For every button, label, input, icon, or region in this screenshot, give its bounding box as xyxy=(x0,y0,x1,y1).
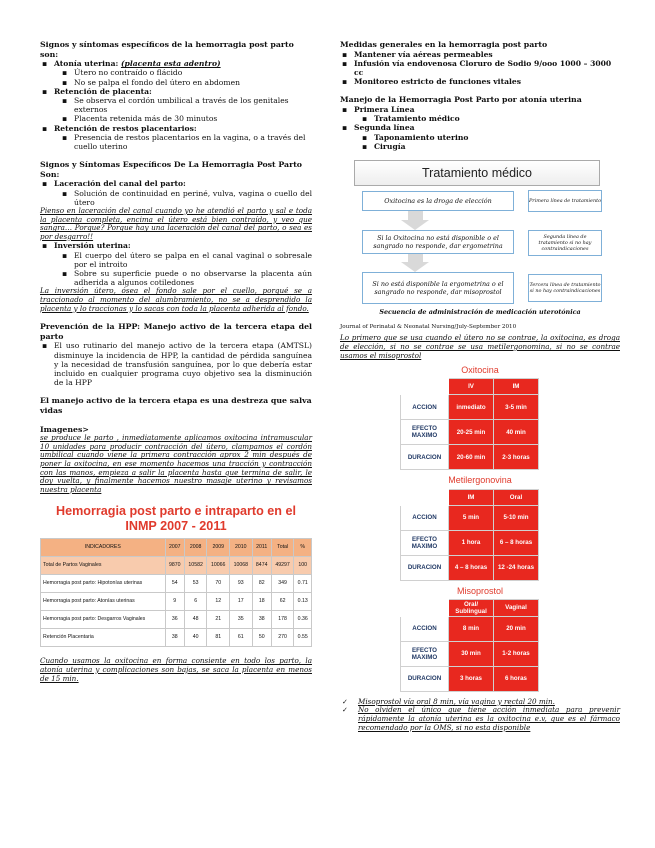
table-row xyxy=(401,395,539,420)
bullet-inversion: ▪ Inversión uterina: xyxy=(40,241,312,250)
table-cell: 9 xyxy=(165,593,184,611)
table-cell: Hemorragia post parto: Atonías uterinas xyxy=(41,593,166,611)
column-header: Total xyxy=(271,539,294,557)
drug-tables xyxy=(340,366,620,692)
column-header: IM xyxy=(449,489,494,505)
step-oxitocina: Oxitocina es la droga de elección xyxy=(362,191,514,211)
column-header: 2008 xyxy=(184,539,207,557)
table-cell: 6 xyxy=(184,593,207,611)
step-label-third: Tercera línea de tratamiento si no hay contraindicaciones xyxy=(528,274,602,302)
table-cell: Retención Placentaria xyxy=(41,629,166,647)
table-cell: 10066 xyxy=(207,557,230,575)
table-row xyxy=(41,593,312,611)
bullet-retencion-restos: ▪ Retención de restos placentarios: xyxy=(40,124,312,133)
bullet-second-line: ▪ Segunda línea xyxy=(340,123,620,132)
arrow-down-icon xyxy=(401,252,429,272)
table-header-row xyxy=(41,539,312,557)
diagram-title: Tratamiento médico xyxy=(354,160,600,186)
table-row xyxy=(401,616,539,641)
table-cell: 0.36 xyxy=(294,611,312,629)
bullet-measure: ▪ Monitoreo estricto de funciones vitales xyxy=(340,77,620,86)
table-cell: 178 xyxy=(271,611,294,629)
bullet-laceracion: ▪ Laceración del canal del parto: xyxy=(40,179,312,188)
table-cell: 100 xyxy=(294,557,312,575)
check-item: ✓ Misoprostol vía oral 8 min, vía vagina y rectal 20 min. xyxy=(340,698,620,707)
table-cell: 20 min xyxy=(494,616,539,641)
table-cell: 349 xyxy=(271,575,294,593)
column-header: 2009 xyxy=(207,539,230,557)
step-ergometrina: Si la Oxitocina no está disponible o el sangrado no responde, dar ergometrina xyxy=(362,230,514,254)
blank-cell xyxy=(401,599,449,616)
table-row xyxy=(401,555,539,580)
bullet-amtsl: ▪ El uso rutinario del manejo activo de la tercera etapa (AMTSL) disminuye la incidencia de HPP, la cantidad de pérdida sanguínea y la necesidad de transfusión sanguínea, por lo que debería estar incluido en cualquier programa cuyo objetivo sea la disminución de la HPP xyxy=(40,341,312,387)
table-cell: 12 -24 horas xyxy=(494,555,539,580)
table-cell: 2-3 horas xyxy=(494,445,539,470)
table-cell: 35 xyxy=(230,611,253,629)
signs-section-1 xyxy=(40,40,312,151)
general-measures-section xyxy=(340,40,620,86)
table-cell: Hemorragia post parto: Hipotonías uterinas xyxy=(41,575,166,593)
row-label: ACCION xyxy=(401,395,449,420)
check-list xyxy=(340,698,620,732)
table-cell: 5 min xyxy=(449,505,494,530)
bullet-atonia: ▪ Atonía uterina: (placenta esta adentro) xyxy=(40,59,312,68)
table-cell: 1 hora xyxy=(449,530,494,555)
section-heading: Medidas generales en la hemorragia post parto xyxy=(340,40,548,49)
table-cell: 270 xyxy=(271,629,294,647)
sub-bullet: ▪ Solución de continuidad en periné, vulva, vagina o cuello del útero xyxy=(40,189,312,207)
row-label: DURACION xyxy=(401,555,449,580)
table-cell: 93 xyxy=(230,575,253,593)
oxitocina-table xyxy=(400,378,539,470)
table-header-row xyxy=(401,599,539,616)
step-misoprostol: Si no está disponible la ergometrina o el sangrado no responde, dar misoprostol xyxy=(362,272,514,304)
table-cell: 20-25 min xyxy=(449,420,494,445)
table-cell: 54 xyxy=(165,575,184,593)
bullet-first-line: ▪ Primera Línea xyxy=(340,105,620,114)
table-cell: 20-60 min xyxy=(449,445,494,470)
table-row xyxy=(401,530,539,555)
bullet-measure: ▪ Mantener vía aéreas permeables xyxy=(340,50,620,59)
signs-section-2 xyxy=(40,160,312,313)
table-cell: 49297 xyxy=(271,557,294,575)
table-cell: 8 min xyxy=(449,616,494,641)
metilergonovina-title: Metilergonovina xyxy=(448,475,512,486)
table-row xyxy=(41,575,312,593)
table-cell: 18 xyxy=(252,593,271,611)
column-header: IM xyxy=(494,379,539,395)
table-cell: 8474 xyxy=(252,557,271,575)
table-row xyxy=(401,641,539,666)
table-cell: 82 xyxy=(252,575,271,593)
annotation-note: La inversión útero, ósea el fondo sale por el cuello, porqué se a traccionado al momento del alumbramiento, no se a desprendido la placenta y lo traccionas y lo sacas con toda la placenta adherida al fondo. xyxy=(40,286,312,313)
table-cell: inmediato xyxy=(449,395,494,420)
table-cell: 4 – 8 horas xyxy=(449,555,494,580)
annotation-note: Pienso en laceración del canal cuando yo he atendió el parto y sal e toda la placenta completa, encima el útero está bien contraído, y veo que sangra… Porque? Porque hay una laceración del canal del parto, o sea es por desgarro!! xyxy=(40,206,312,241)
column-header: Oral xyxy=(494,489,539,505)
column-header: Vaginal xyxy=(494,599,539,616)
table-cell: 40 min xyxy=(494,420,539,445)
bullet-measure: ▪ Infusión vía endovenosa Cloruro de Sodio 9/ooo 1000 – 3000 cc xyxy=(340,59,620,77)
table-cell: 53 xyxy=(184,575,207,593)
step-label-second: Segunda línea de tratamiento si no hay contraindicaciones xyxy=(528,230,602,256)
column-header: Oral/ Sublingual xyxy=(449,599,494,616)
table-cell: 9870 xyxy=(165,557,184,575)
table-cell: 40 xyxy=(184,629,207,647)
table-cell: 6 – 8 horas xyxy=(494,530,539,555)
table-cell: 0.55 xyxy=(294,629,312,647)
table-cell: 0.13 xyxy=(294,593,312,611)
table-cell: 10068 xyxy=(230,557,253,575)
table-cell: 30 min xyxy=(449,641,494,666)
column-header: 2007 xyxy=(165,539,184,557)
oxitocina-title: Oxitocina xyxy=(461,365,499,376)
table-cell: 81 xyxy=(207,629,230,647)
table-cell: 3-5 min xyxy=(494,395,539,420)
diagram-caption: Secuencia de administración de medicación uterotónica xyxy=(379,308,581,317)
journal-citation: Journal of Perinatal & Neonatal Nursing/July-September 2010 xyxy=(340,324,517,331)
blank-cell xyxy=(401,379,449,395)
sub-bullet: ▪ Placenta retenida más de 30 minutos xyxy=(40,114,312,123)
table-cell: 38 xyxy=(165,629,184,647)
misoprostol-table xyxy=(400,599,539,692)
table-cell: 12 xyxy=(207,593,230,611)
check-item: ✓ No olviden el único que tiene acción inmediata para prevenir rápidamente la atonía uterina es la oxitocina e.v, que es el fármaco recomendado por la OMS, si no esta disponible xyxy=(340,706,620,732)
sub-bullet: ▪ Presencia de restos placentarios en la vagina, o a través del cuello uterino xyxy=(40,133,312,151)
treatment-diagram xyxy=(348,160,608,306)
sub-bullet: ▪ Se observa el cordón umbilical a través de los genitales externos xyxy=(40,96,312,114)
destreza-section xyxy=(40,396,312,415)
section-heading: Prevención de la HPP: Manejo activo de la tercera etapa del parto xyxy=(40,322,312,341)
inmp-table-title: Hemorragia post parto e intraparto en el INMP 2007 - 2011 xyxy=(55,504,297,534)
images-section xyxy=(40,425,312,495)
sub-bullet: ▪ El cuerpo del útero se palpa en el canal vaginal o sobresale por el introito xyxy=(40,251,312,269)
table-row xyxy=(41,557,312,575)
row-label: ACCION xyxy=(401,505,449,530)
table-cell: 6 horas xyxy=(494,666,539,691)
sub-bullet: ▪ Sobre su superficie puede o no observarse la placenta aún adherida a algunos cotiledones xyxy=(40,269,312,287)
table-row xyxy=(401,666,539,691)
table-row xyxy=(41,629,312,647)
sub-bullet: ▪ Taponamiento uterino xyxy=(340,133,620,142)
sub-bullet: ▪ Tratamiento médico xyxy=(340,114,620,123)
table-cell: 10582 xyxy=(184,557,207,575)
table-cell: 50 xyxy=(252,629,271,647)
table-cell: 70 xyxy=(207,575,230,593)
left-column xyxy=(40,40,312,683)
column-header: % xyxy=(294,539,312,557)
annotation-note: Lo primero que se usa cuando el útero no se contrae, la oxitocina, es droga de elección, si no se contrae se usa metilergonomina, si no se contrae usamos el misoprostol xyxy=(340,333,620,360)
column-header: IV xyxy=(449,379,494,395)
sub-bullet: ▪ No se palpa el fondo del útero en abdomen xyxy=(40,78,312,87)
table-row xyxy=(401,505,539,530)
footer-note: Cuando usamos la oxitocina en forma consiente en todo los parto, la atonía uterina y complicaciones son bajas, se saca la placenta en menos de 15 min. xyxy=(40,656,312,683)
table-cell: 5-10 min xyxy=(494,505,539,530)
table-cell: 0.71 xyxy=(294,575,312,593)
prevention-section xyxy=(40,322,312,387)
section-heading: Signos y síntomas específicos de la hemorragia post parto son: xyxy=(40,40,294,59)
bullet-retencion-placenta: ▪ Retención de placenta: xyxy=(40,87,312,96)
column-header: 2010 xyxy=(230,539,253,557)
table-cell: 48 xyxy=(184,611,207,629)
table-cell: 62 xyxy=(271,593,294,611)
sub-bullet: ▪ Útero no contraído o flácido xyxy=(40,68,312,77)
table-cell: 3 horas xyxy=(449,666,494,691)
annotation-note: se produce le parto , inmediatamente aplicamos oxitocina intramuscular 10 unidades para producir contracción del útero, clampamos el cordón umbilical cuando viene la primera contracción aprox 2 min después de poner la oxitocina, en ese momento hacemos una tracción y contracción con las manos, empieza a salir la placenta hasta que termina de salir, le doy vuelta, y finalmente hacemos nuestro masaje uterino y revisamos nuestra placenta xyxy=(40,433,312,494)
column-header: INDICADORES xyxy=(41,539,166,557)
arrow-down-icon xyxy=(401,210,429,230)
table-cell: Hemorragia post parto: Desgarros Vaginales xyxy=(41,611,166,629)
misoprostol-title: Misoprostol xyxy=(456,585,503,596)
section-heading: Manejo de la Hemorragia Post Parto por atonía uterina xyxy=(340,95,582,105)
column-header: 2011 xyxy=(252,539,271,557)
row-label: DURACION xyxy=(401,666,449,691)
row-label: ACCION xyxy=(401,616,449,641)
section-heading: Imagenes> xyxy=(40,424,89,434)
table-cell: 61 xyxy=(230,629,253,647)
table-cell: 21 xyxy=(207,611,230,629)
table-cell: 36 xyxy=(165,611,184,629)
table-header-row xyxy=(401,489,539,505)
table-header-row xyxy=(401,379,539,395)
sub-bullet: ▪ Cirugía xyxy=(340,142,620,151)
table-row xyxy=(401,420,539,445)
section-heading: Signos y Síntomas Específicos De La Hemorragia Post Parto Son: xyxy=(40,160,302,179)
section-heading: El manejo activo de la tercera etapa es una destreza que salva vidas xyxy=(40,396,312,415)
table-cell: Total de Partos Vaginales xyxy=(41,557,166,575)
management-section xyxy=(340,95,620,151)
row-label: EFECTO MAXIMO xyxy=(401,420,449,445)
table-cell: 17 xyxy=(230,593,253,611)
row-label: DURACION xyxy=(401,445,449,470)
row-label: EFECTO MAXIMO xyxy=(401,641,449,666)
step-label-first: Primera línea de tratamiento xyxy=(528,190,602,212)
inmp-table xyxy=(40,538,312,647)
right-column xyxy=(340,40,620,732)
metilergonovina-table xyxy=(400,489,539,581)
table-row xyxy=(401,445,539,470)
table-row xyxy=(41,611,312,629)
row-label: EFECTO MAXIMO xyxy=(401,530,449,555)
table-cell: 38 xyxy=(252,611,271,629)
table-cell: 1-2 horas xyxy=(494,641,539,666)
blank-cell xyxy=(401,489,449,505)
